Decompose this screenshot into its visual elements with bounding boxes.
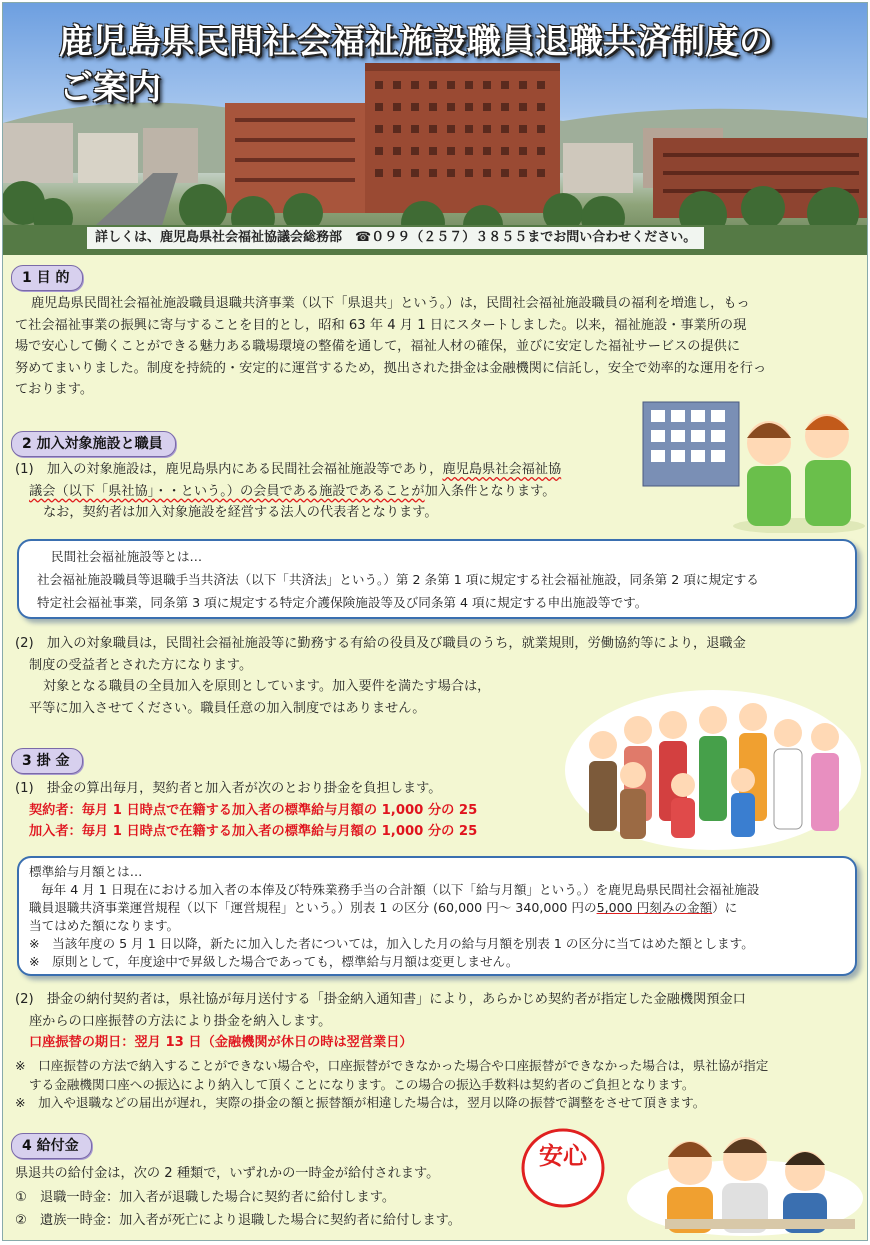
- section-1-line: 場で安心して働くことができる魅力ある職場環境の整備を通して，福祉人材の確保，並びに安定した福祉サービスの提供に: [15, 339, 741, 354]
- benefit-retirement: ① 退職一時金：加入者が退職した場合に契約者に給付します。: [15, 1189, 396, 1205]
- box-note: ※ 原則として，年度途中で昇級した場合であっても，標準給与月額は変更しません。: [29, 954, 519, 969]
- box-title: 標準給与月額とは…: [29, 864, 143, 879]
- section-2-text: (2) 加入の対象職員は，民間社会福祉施設等に勤務する有給の役員及び職員のうち，就業規則，労働協約等により，退職金: [15, 636, 746, 651]
- box-line: 毎年 4 月 1 日現在における加入者の本俸及び特殊業務手当の合計額（以下「給与月額」という。）を鹿児島県民間社会福祉施設: [41, 882, 760, 897]
- page-title: [59, 19, 849, 111]
- section-3-text: 座からの口座振替の方法により掛金を納入します。: [29, 1013, 332, 1029]
- facility-staff-illustration: [639, 398, 867, 533]
- section-2-text: 加入条件となります。: [424, 483, 556, 499]
- section-3-text: (1) 掛金の算出毎月，契約者と加入者が次のとおり掛金を負担します。: [15, 781, 442, 796]
- section-2-text: (1) 加入の対象施設は，鹿児島県内にある民間社会福祉施設等であり，: [15, 462, 443, 477]
- section-3-heading: 3 掛 金: [11, 748, 83, 774]
- box-line: 社会福祉施設職員等退職手当共済法（以下「共済法」という。）第 2 条第 1 項に規定する社会福祉施設，同条第 2 項に規定する: [37, 572, 759, 587]
- section-3-note: ※ 口座振替の方法で納入することができない場合や，口座振替ができなかった場合や口座振替ができなかった場合は，県社協が指定: [15, 1058, 769, 1073]
- section-1-body: [15, 293, 865, 401]
- section-1-heading: 1 目 的: [11, 265, 83, 291]
- section-4-body: [15, 1162, 535, 1233]
- people-group-illustration: [563, 675, 863, 855]
- header-photo: [3, 3, 867, 255]
- section-2-text: 平等に加入させてください。職員任意の加入制度ではありません。: [29, 700, 426, 716]
- title-line-2: ご案内: [59, 68, 161, 108]
- section-4-text: 県退共の給付金は，次の 2 種類で，いずれかの一時金が給付されます。: [15, 1166, 440, 1181]
- section-3-notes: [15, 1057, 865, 1113]
- section-2-underlined: 鹿児島県社会福祉協: [442, 462, 562, 477]
- section-2-heading: 2 加入対象施設と職員: [11, 431, 176, 457]
- contact-info: 詳しくは、鹿児島県社会福祉協議会総務部 ☎０９９（２５７）３８５５までお問い合わせください。: [87, 227, 704, 249]
- section-3-para-1: [15, 778, 575, 843]
- box-title: 民間社会福祉施設等とは…: [51, 549, 203, 564]
- member-contribution: 加入者：毎月 1 日時点で在籍する加入者の標準給与月額の 1,000 分の 25: [29, 824, 478, 839]
- title-line-1: 鹿児島県民間社会福祉施設職員退職共済制度の: [59, 22, 773, 62]
- box-text: 職員退職共済事業運営規程（以下「運営規程」という。）別表 1 の区分 (60,000 円～ 340,000 円の: [29, 900, 597, 915]
- box-line: 当てはめた額になります。: [29, 918, 180, 933]
- section-1-line: 努めてまいりました。制度を持続的・安定的に運営するため，拠出された掛金は金融機関に信託し，安全で効率的な運用を行っ: [15, 360, 767, 376]
- box-text: ）に: [712, 900, 738, 915]
- section-1-line: て社会福祉事業の振興に寄与することを目的とし，昭和 63 年 4 月 1 日にスタートしました。以来，福祉施設・事業所の現: [15, 317, 747, 333]
- section-1-line: ております。: [15, 382, 94, 397]
- section-4-heading: 4 給付金: [11, 1133, 92, 1159]
- section-2-para-1: [15, 459, 655, 524]
- anshin-text: 安心: [539, 1141, 587, 1170]
- box-line: 特定社会福祉事業，同条第 3 項に規定する特定介護保険施設等及び同条第 4 項に規定する申出施設等です。: [37, 595, 648, 610]
- contractor-contribution: 契約者：毎月 1 日時点で在籍する加入者の標準給与月額の 1,000 分の 25: [29, 802, 478, 818]
- section-2-text: 制度の受益者とされた方になります。: [29, 657, 253, 673]
- box-note: ※ 当該年度の 5 月 1 日以降，新たに加入した者については，加入した月の給与月額を別表 1 の区分に当てはめた額とします。: [29, 936, 754, 951]
- section-1-line: 鹿児島県民間社会福祉施設職員退職共済事業（以下「県退共」という。）は，民間社会福祉施設職員の福利を増進し，もっ: [31, 296, 750, 311]
- section-2-underlined: 議会（以下「県社協」・・という。）の会員である施設であることが: [29, 483, 425, 499]
- section-3-para-2: [15, 989, 865, 1054]
- benefit-survivor: ② 遺族一時金：加入者が死亡により退職した場合に契約者に給付します。: [15, 1213, 461, 1228]
- anshin-badge: [535, 1143, 591, 1169]
- definition-box-salary: [17, 856, 857, 976]
- leaflet-page: [2, 2, 868, 1241]
- debit-date: 口座振替の期日：翌月 13 日（金融機関が休日の時は翌営業日）: [29, 1035, 413, 1050]
- section-3-text: (2) 掛金の納付契約者は，県社協が毎月送付する「掛金納入通知書」により，あらかじめ契約者が指定した金融機関預金口: [15, 992, 746, 1007]
- section-2-text: 対象となる職員の全員加入を原則としています。加入要件を満たす場合は，: [43, 679, 491, 694]
- section-3-note: する金融機関口座への振込により納入して頂くことになります。この場合の振込手数料は契約者のご負担となります。: [29, 1076, 695, 1092]
- definition-box-facilities: [17, 539, 857, 619]
- box-underlined: 5,000 円刻みの金額: [596, 900, 713, 915]
- section-3-note: ※ 加入や退職などの届出が遅れ，実際の掛金の額と振替額が相違した場合は，翌月以降の振替で調整をさせて頂きます。: [15, 1095, 706, 1110]
- section-2-text: なお，契約者は加入対象施設を経営する法人の代表者となります。: [43, 505, 438, 520]
- box-line: [29, 898, 737, 917]
